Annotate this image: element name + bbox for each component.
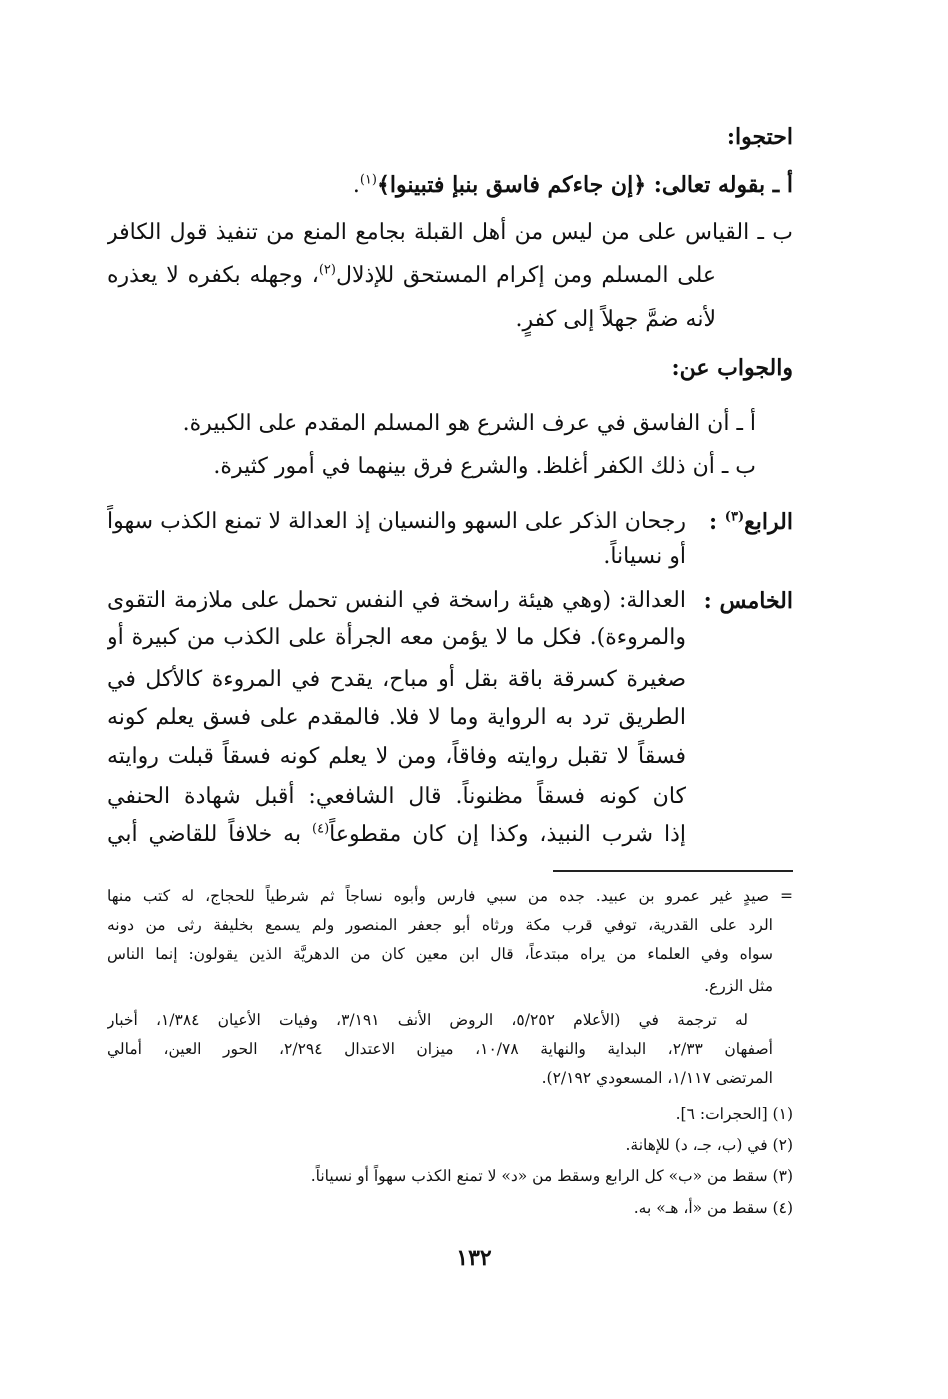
text-line: لأنه ضمَّ جهلاً إلى كفرٍ. xyxy=(515,307,716,332)
page-number: ١٣٢ xyxy=(456,1245,492,1271)
text-line: رجحان الذكر على السهو والنسيان إذ العدالة لا تمنع الكذب سهواً xyxy=(107,509,686,534)
footnote-ref: (٤) xyxy=(312,821,330,837)
label-text: الخامس xyxy=(719,588,793,614)
text-fragment: إذا شرب النبيذ، وكذا إن كان مقطوعاً xyxy=(329,822,686,847)
label-colon: : xyxy=(703,588,720,614)
text-line: أو نسياناً. xyxy=(603,544,686,569)
footnote-4: (٤) سقط من «أ، هـ» به. xyxy=(633,1199,793,1217)
text-fragment: على المسلم ومن إكرام المستحق للإذلال xyxy=(335,263,716,288)
text-line: كان كونه فسقاً مظنوناً. قال الشافعي: أقبل شهادة الحنفي xyxy=(107,784,686,809)
footnote-line: المرتضى ١/١١٧، المسعودي ٢/١٩٢). xyxy=(541,1069,773,1087)
text-line xyxy=(107,818,686,852)
footnote-ref: (١) xyxy=(359,172,377,188)
footnote-separator xyxy=(553,870,793,872)
text-line: العدالة: (وهي هيئة راسخة في النفس تحمل على ملازمة التقوى xyxy=(107,588,686,613)
text-line: أ ـ أن الفاسق في عرف الشرع هو المسلم المقدم على الكبيرة. xyxy=(182,411,756,436)
label-colon: : xyxy=(709,509,725,535)
footnote-ref: (٣) xyxy=(724,509,745,525)
heading-they-argued: احتجوا: xyxy=(726,124,793,150)
section-label-fourth xyxy=(709,505,793,539)
footnote-line: أصفهان ٢/٣٣، البداية والنهاية ١٠/٧٨، ميزان الاعتدال ٢/٢٩٤، الحور العين، أمالي xyxy=(107,1040,773,1058)
text-line: الطريق ترد به الرواية وما لا فلا. فالمقدم على فسق يعلم كونه xyxy=(107,705,686,730)
text-line: ب ـ القياس على من ليس من أهل القبلة بجامع المنع من تنفيذ قول الكافر xyxy=(107,220,793,245)
section-label-fifth xyxy=(704,584,793,618)
footnote-2: (٢) في (ب، جـ، د) للإهانة. xyxy=(625,1136,793,1154)
heading-answer: والجواب عن: xyxy=(671,355,793,381)
text-line: ب ـ أن ذلك الكفر أغلظ. والشرع فرق بينهما في أمور كثيرة. xyxy=(213,454,756,479)
text-line xyxy=(107,259,716,293)
footnote-1: (١) [الحجرات: ٦]. xyxy=(675,1105,793,1123)
footnote-line: الرد على القدرية، توفي قرب مكة ورثاه أبو جعفر المنصور ولم يسمع بخليفة رثى من دونه xyxy=(107,916,773,934)
footnote-line: مثل الزرع. xyxy=(704,977,773,995)
footnote-line: سواه وفي العلماء من يراه مبتدعاً، قال ابن معين كان من الدهريَّة الذين يقولون: إنما الناس xyxy=(107,945,773,963)
text-fragment: . xyxy=(352,173,360,198)
footnote-line: = صيدٍ غير عمرو بن عبيد. جده من سبي فارس وأبوه نساجاً ثم شرطياً للحجاج، له كتب منها xyxy=(107,887,793,905)
quran-verse: أ ـ بقوله تعالى: ﴿إن جاءكم فاسق بنبإ فتبينوا﴾ xyxy=(376,172,793,198)
footnote-3: (٣) سقط من «ب» كل الرابع وسقط من «د» لا تمنع الكذب سهواً أو نسياناً. xyxy=(310,1167,793,1185)
text-line xyxy=(353,168,793,203)
label-text: الرابع xyxy=(744,509,793,535)
text-fragment: ، وجهله بكفره لا يعذره xyxy=(107,263,319,288)
text-fragment: به خلافاً للقاضي أبي xyxy=(107,822,313,847)
footnote-ref: (٢) xyxy=(318,262,336,278)
footnote-line: له ترجمة في (الأعلام ٥/٢٥٢، الروض الأنف ٣/١٩١، وفيات الأعيان ١/٣٨٤، أخبار xyxy=(107,1011,748,1029)
text-line: فسقاً لا تقبل روايته وفاقاً، ومن لا يعلم كونه فسقاً قبلت روايته xyxy=(107,744,686,769)
text-line: والمروءة). فكل ما لا يؤمن معه الجرأة على الكذب من كبيرة أو xyxy=(107,625,686,650)
text-line: صغيرة كسرقة باقة بقل أو مباح، يقدح في المروءة كالأكل في xyxy=(107,667,686,692)
